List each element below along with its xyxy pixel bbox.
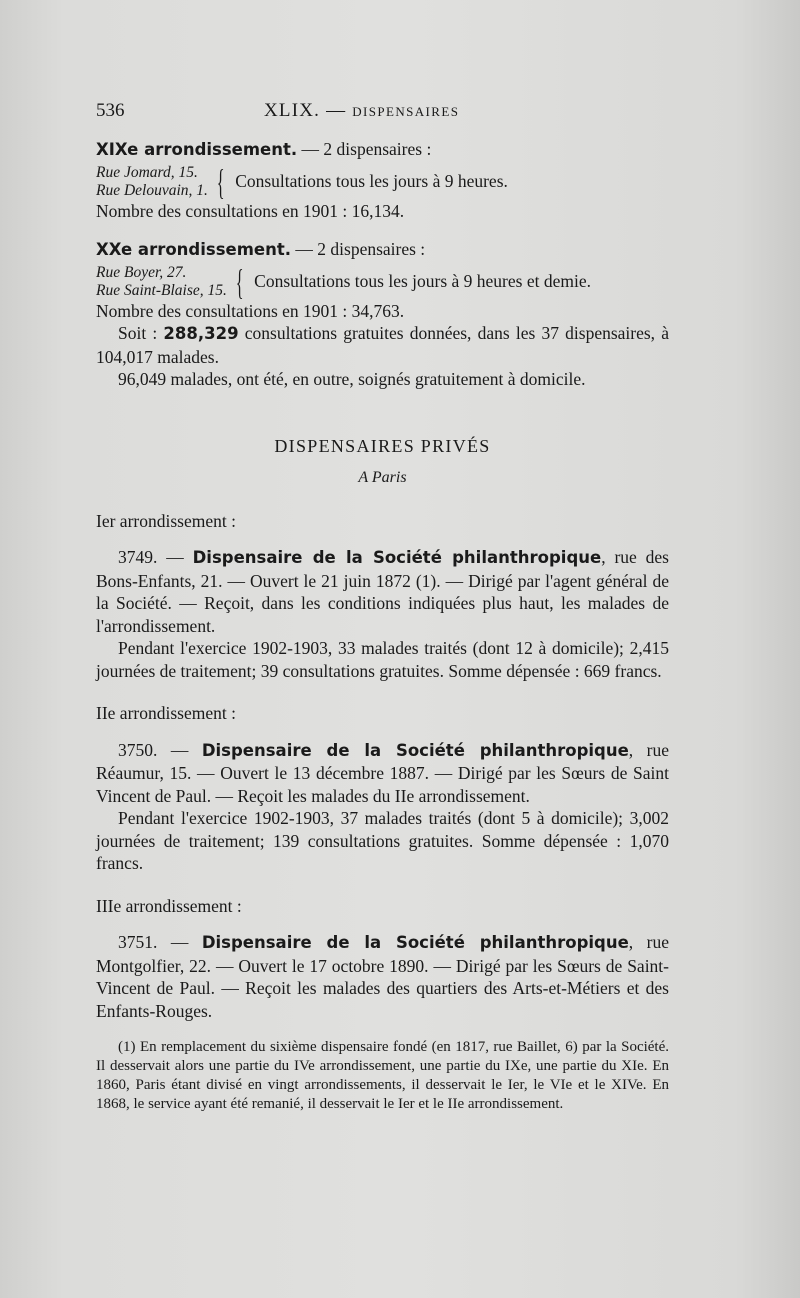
entry-number: 3750. — [118,739,202,760]
arr19-heading [96,138,669,162]
summary-soit: Soit : [118,323,164,343]
entry-number: 3749. — [118,547,193,567]
arr19-block [96,161,669,202]
arr19-total: Nombre des consultations en 1901 : 16,134. [96,200,405,221]
arr20-street-1: Rue Boyer, 27. [96,263,187,281]
arr20-heading [96,238,669,262]
entry-text: , rue Montgolfier, 22. — Ouvert le 17 octobre 1890. — Dirigé par les Sœurs de Saint-Vincent de Paul. — Reçoit les malades des quartiers des Arts-et-Métiers et des Enfants-Rouges. [96,932,669,1021]
running-title [264,100,459,124]
arr20-block [96,261,669,302]
brace-icon: { [235,261,244,302]
arr20-consult: Consultations tous les jours à 9 heures et demie. [254,271,591,292]
entry-3751 [96,931,669,1022]
arr20-total: Nombre des consultations en 1901 : 34,763. [96,300,405,321]
arr20-street-2: Rue Saint-Blaise, 15. [96,281,227,299]
arr20-streets [96,264,227,300]
summary-paragraph [96,322,669,368]
arr19-count: — 2 dispensaires : [297,139,432,159]
entry-name: Dispensaire de la Société philanthropique [201,740,629,760]
entry-number: 3751. — [118,932,202,952]
running-title-word: DISPENSAIRES [352,104,460,119]
entry-name: Dispensaire de la Société philanthropique [201,933,629,952]
entry-3750-arr: IIe arrondissement : [96,703,236,723]
entry-3749 [96,546,669,637]
text-column [96,100,669,1114]
summary-rest: consultations gratuites données, dans les 37 dispensaires, à 104,017 malades. [96,323,669,367]
entry-text: , rue des Bons-Enfants, 21. — Ouvert le 21 juin 1872 (1). — Dirigé par l'agent général de la Société. — Reçoit, dans les conditions indiquées plus haut, les malades de l'arrondissement. [96,547,669,636]
section-subtitle: A Paris [358,469,407,486]
arr19-streets [96,164,208,200]
entry-3749-stats: Pendant l'exercice 1902-1903, 33 malades traités (dont 12 à domicile); 2,415 journées de traitement; 39 consultations gratuites. Somme dépensée : 669 francs. [96,638,669,681]
section-title: DISPENSAIRES PRIVÉS [274,435,491,456]
entry-3749-arr: Ier arrondissement : [96,510,236,531]
entry-text: , rue Réaumur, 15. — Ouvert le 13 décembre 1887. — Dirigé par les Sœurs de Saint Vincent de Paul. — Reçoit les malades du IIe arrondissement. [96,739,669,806]
brace-icon: { [216,161,225,202]
summary-home: 96,049 malades, ont été, en outre, soignés gratuitement à domicile. [118,369,586,389]
footnote-1: (1) En remplacement du sixième dispensaire fondé (en 1817, rue Baillet, 6) par la Société. Il desservait alors une partie du IVe arrondissement, une partie du IXe, une partie du XIe. En 1860, Paris étant divisé en vingt arrondissements, il desservait le Ier, le VIe et le XIVe. En 1868, le service ayant été remanié, il desservait le Ier et le IIe arrondissement. [96,1039,669,1112]
entry-name: Dispensaire de la Société philanthropique [192,548,602,567]
footnotes [96,1038,669,1114]
entry-3750 [96,739,669,808]
running-head [96,100,669,132]
summary-total: 288,329 [163,324,239,343]
arr20-count: — 2 dispensaires : [291,239,426,259]
entry-3751-arr: IIIe arrondissement : [96,895,242,916]
arr19-title: XIXe arrondissement. [96,140,298,159]
arr19-consult: Consultations tous les jours à 9 heures. [235,171,508,192]
arr20-title: XXe arrondissement. [96,240,292,259]
entry-3750-stats: Pendant l'exercice 1902-1903, 37 malades traités (dont 5 à domicile); 3,002 journées de traitement; 139 consultations gratuites. Somme dépensée : 1,070 francs. [96,808,669,873]
page-number: 536 [96,100,125,121]
running-title-roman: XLIX. — [264,100,347,121]
arr19-street-2: Rue Delouvain, 1. [96,181,208,199]
arr19-street-1: Rue Jomard, 15. [96,163,198,181]
